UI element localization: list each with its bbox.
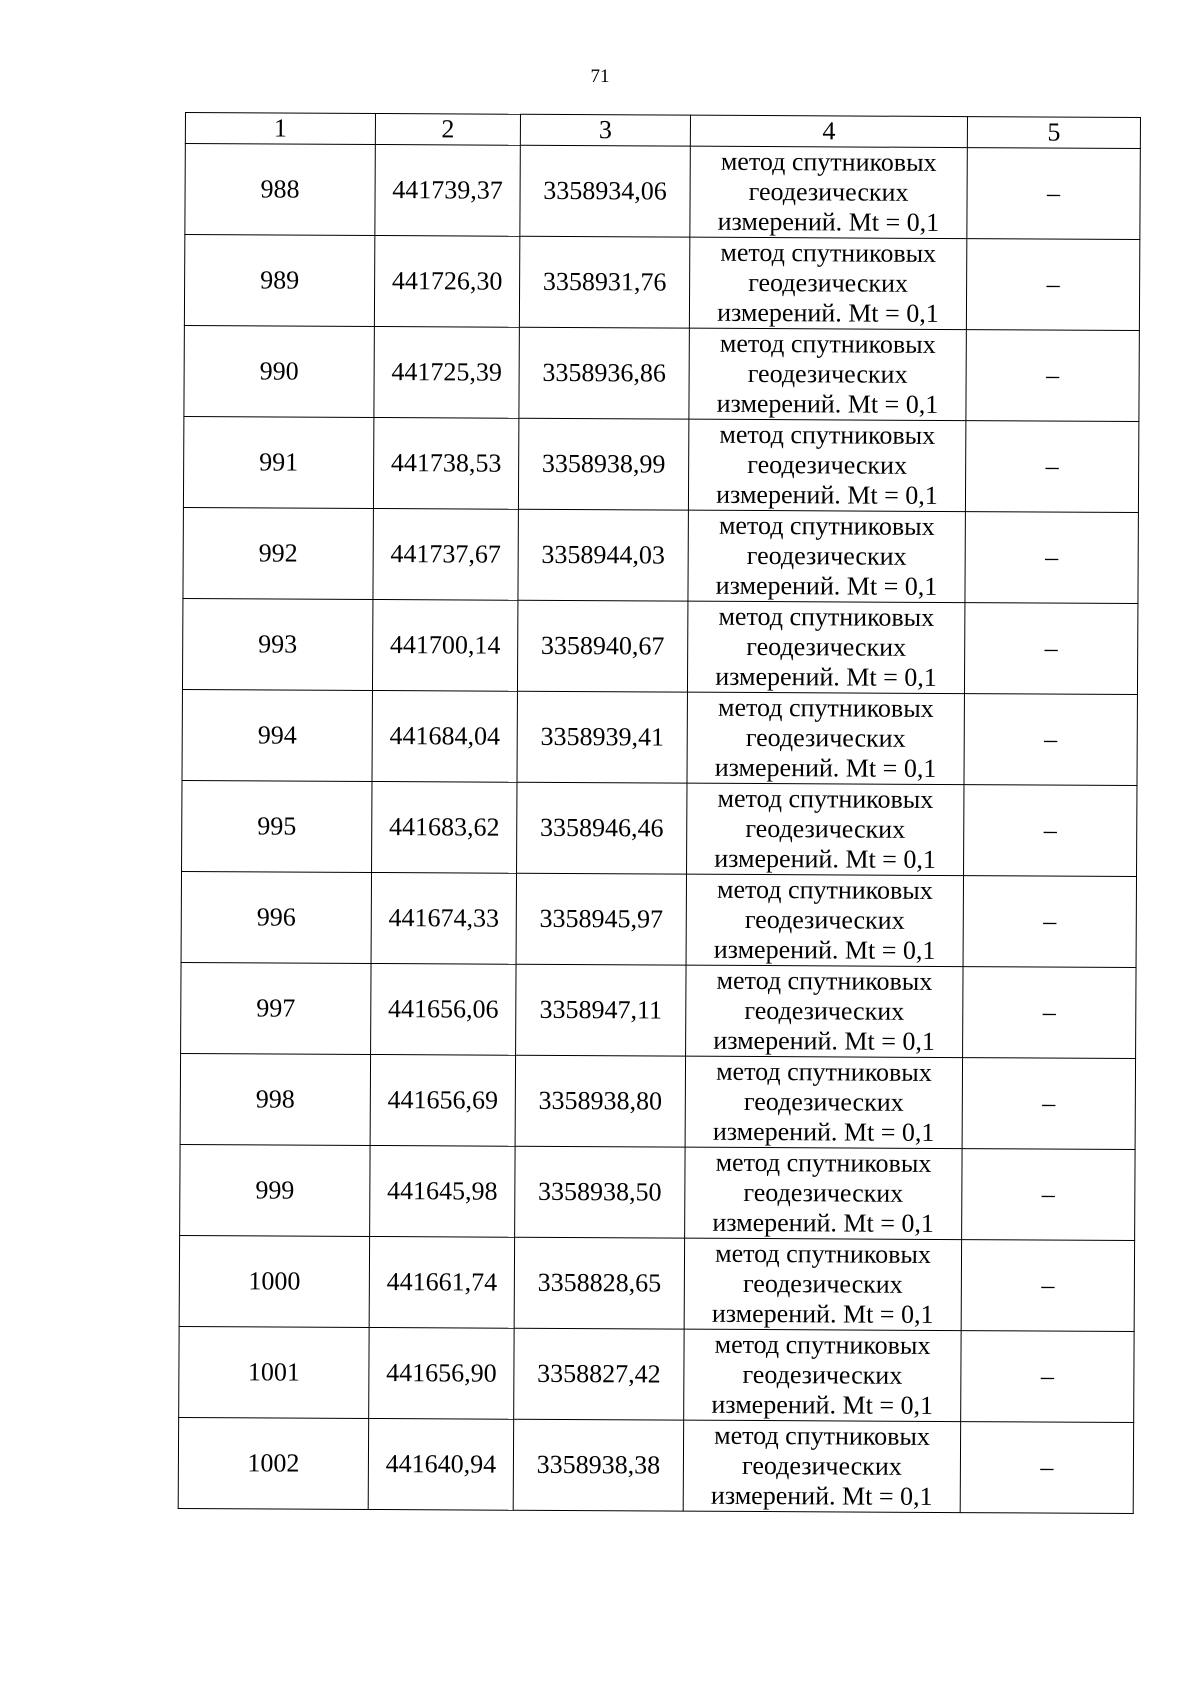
x-coordinate-cell: 441656,69 bbox=[370, 1054, 515, 1146]
note-cell: – bbox=[964, 694, 1137, 786]
x-coordinate-cell: 441640,94 bbox=[368, 1418, 513, 1510]
method-text-line: геодезических bbox=[742, 1268, 903, 1299]
x-coordinate-cell: 441726,30 bbox=[374, 235, 519, 327]
method-text-line: геодезических bbox=[743, 1177, 904, 1208]
method-text-line: измерений. Mt = 0,1 bbox=[716, 388, 939, 419]
method-cell bbox=[685, 1056, 962, 1148]
x-coordinate-cell: 441661,74 bbox=[369, 1236, 514, 1328]
table-row bbox=[178, 1417, 1133, 1513]
method-text-line: геодезических bbox=[743, 1086, 904, 1117]
table-row bbox=[184, 325, 1139, 421]
x-coordinate-cell: 441737,67 bbox=[373, 508, 518, 600]
note-cell: – bbox=[964, 603, 1137, 695]
note-cell: – bbox=[966, 239, 1139, 331]
table-body bbox=[178, 144, 1140, 1514]
method-text-line: измерений. Mt = 0,1 bbox=[712, 1207, 935, 1238]
method-text-line: геодезических bbox=[747, 449, 908, 480]
point-number-cell: 994 bbox=[182, 689, 372, 781]
method-text-line: метод спутниковых bbox=[716, 965, 933, 996]
method-text-line: геодезических bbox=[746, 540, 907, 571]
method-text-line: геодезических bbox=[745, 722, 906, 753]
method-cell bbox=[689, 237, 966, 329]
y-coordinate-cell: 3358828,65 bbox=[514, 1237, 684, 1329]
method-cell bbox=[684, 1329, 961, 1421]
y-coordinate-cell: 3358944,03 bbox=[518, 509, 688, 601]
method-cell bbox=[686, 874, 963, 966]
note-cell: – bbox=[961, 1240, 1134, 1332]
point-number-cell: 990 bbox=[184, 325, 374, 417]
method-text-line: метод спутниковых bbox=[715, 1147, 932, 1178]
note-cell: – bbox=[963, 967, 1136, 1059]
point-number-cell: 997 bbox=[181, 962, 371, 1054]
note-cell: – bbox=[962, 1058, 1135, 1150]
table-row bbox=[181, 962, 1136, 1058]
table-row bbox=[183, 507, 1138, 603]
method-text-line: геодезических bbox=[745, 813, 906, 844]
point-number-cell: 993 bbox=[182, 598, 372, 690]
point-number-cell: 989 bbox=[184, 235, 374, 327]
x-coordinate-cell: 441683,62 bbox=[372, 781, 517, 873]
method-text-line: измерений. Mt = 0,1 bbox=[713, 1025, 936, 1056]
method-text-line: геодезических bbox=[748, 267, 909, 298]
method-text-line: геодезических bbox=[746, 631, 907, 662]
note-cell: – bbox=[965, 421, 1138, 513]
method-text-line: метод спутниковых bbox=[720, 237, 937, 268]
method-text-line: измерений. Mt = 0,1 bbox=[714, 843, 936, 874]
method-text-line: измерений. Mt = 0,1 bbox=[716, 479, 938, 510]
point-number-cell: 996 bbox=[181, 871, 371, 963]
method-cell bbox=[690, 146, 967, 238]
method-text-line: геодезических bbox=[747, 358, 908, 389]
note-cell: – bbox=[961, 1331, 1134, 1423]
y-coordinate-cell: 3358938,99 bbox=[518, 418, 688, 510]
column-header: 2 bbox=[375, 113, 520, 145]
method-text-line: геодезических bbox=[748, 176, 909, 207]
method-text-line: метод спутниковых bbox=[718, 510, 935, 541]
point-number-cell: 991 bbox=[183, 416, 373, 508]
method-text-line: измерений. Mt = 0,1 bbox=[711, 1298, 934, 1329]
method-cell bbox=[689, 328, 966, 420]
method-text-line: метод спутниковых bbox=[719, 328, 936, 359]
note-cell: – bbox=[963, 876, 1136, 968]
y-coordinate-cell: 3358936,86 bbox=[519, 327, 689, 419]
y-coordinate-cell: 3358934,06 bbox=[520, 145, 690, 237]
method-text-line: измерений. Mt = 0,1 bbox=[711, 1389, 934, 1420]
x-coordinate-cell: 441739,37 bbox=[375, 144, 520, 236]
x-coordinate-cell: 441725,39 bbox=[374, 326, 519, 418]
point-number-cell: 998 bbox=[180, 1053, 370, 1145]
method-text-line: метод спутниковых bbox=[718, 601, 935, 632]
table-row bbox=[180, 1144, 1135, 1240]
column-header: 4 bbox=[690, 115, 967, 147]
coordinates-table bbox=[178, 112, 1141, 1514]
method-text-line: измерений. Mt = 0,1 bbox=[717, 206, 940, 237]
y-coordinate-cell: 3358940,67 bbox=[517, 600, 687, 692]
method-text-line: метод спутниковых bbox=[714, 1420, 930, 1451]
method-text-line: измерений. Mt = 0,1 bbox=[714, 752, 937, 783]
note-cell: – bbox=[960, 1422, 1133, 1514]
x-coordinate-cell: 441645,98 bbox=[370, 1145, 515, 1237]
note-cell: – bbox=[964, 785, 1137, 877]
table-row bbox=[179, 1326, 1134, 1422]
x-coordinate-cell: 441684,04 bbox=[372, 690, 517, 782]
method-text-line: измерений. Mt = 0,1 bbox=[717, 297, 939, 328]
note-cell: – bbox=[967, 148, 1140, 240]
table-row bbox=[182, 689, 1137, 785]
method-cell bbox=[684, 1238, 961, 1330]
y-coordinate-cell: 3358938,50 bbox=[515, 1146, 685, 1238]
x-coordinate-cell: 441674,33 bbox=[371, 872, 516, 964]
method-text-line: геодезических bbox=[744, 904, 905, 935]
method-text-line: измерений. Mt = 0,1 bbox=[712, 1116, 935, 1147]
x-coordinate-cell: 441738,53 bbox=[373, 417, 518, 509]
point-number-cell: 995 bbox=[182, 780, 372, 872]
point-number-cell: 999 bbox=[180, 1144, 370, 1236]
method-text-line: метод спутниковых bbox=[715, 1238, 931, 1269]
table-header-row bbox=[185, 113, 1140, 149]
method-text-line: измерений. Mt = 0,1 bbox=[710, 1480, 933, 1511]
table-row bbox=[182, 598, 1137, 694]
point-number-cell: 1000 bbox=[179, 1235, 369, 1327]
y-coordinate-cell: 3358938,38 bbox=[513, 1419, 683, 1511]
method-cell bbox=[683, 1420, 960, 1512]
method-cell bbox=[687, 601, 964, 693]
x-coordinate-cell: 441656,06 bbox=[371, 963, 516, 1055]
y-coordinate-cell: 3358931,76 bbox=[519, 236, 689, 328]
method-text-line: метод спутниковых bbox=[720, 146, 937, 177]
table-row bbox=[184, 235, 1139, 331]
note-cell: – bbox=[962, 1149, 1135, 1241]
method-text-line: геодезических bbox=[742, 1359, 903, 1390]
y-coordinate-cell: 3358945,97 bbox=[516, 873, 686, 965]
method-cell bbox=[688, 510, 965, 602]
table-row bbox=[182, 780, 1137, 876]
method-text-line: метод спутниковых bbox=[717, 874, 933, 905]
point-number-cell: 1001 bbox=[179, 1326, 369, 1418]
column-header: 1 bbox=[185, 113, 375, 145]
method-cell bbox=[685, 1147, 962, 1239]
method-text-line: геодезических bbox=[741, 1450, 902, 1481]
table-row bbox=[185, 144, 1140, 240]
point-number-cell: 988 bbox=[185, 144, 375, 236]
method-text-line: метод спутниковых bbox=[717, 783, 934, 814]
method-text-line: метод спутниковых bbox=[716, 1056, 932, 1087]
y-coordinate-cell: 3358827,42 bbox=[514, 1328, 684, 1420]
method-cell bbox=[687, 692, 964, 784]
method-text-line: геодезических bbox=[744, 995, 905, 1026]
method-text-line: измерений. Mt = 0,1 bbox=[715, 570, 938, 601]
method-cell bbox=[687, 783, 964, 875]
method-cell bbox=[688, 419, 965, 511]
point-number-cell: 992 bbox=[183, 507, 373, 599]
x-coordinate-cell: 441700,14 bbox=[372, 599, 517, 691]
column-header: 3 bbox=[520, 114, 690, 146]
method-text-line: измерений. Mt = 0,1 bbox=[715, 661, 937, 692]
table-row bbox=[180, 1053, 1135, 1149]
y-coordinate-cell: 3358938,80 bbox=[515, 1055, 685, 1147]
method-text-line: метод спутниковых bbox=[719, 419, 936, 450]
table-row bbox=[183, 416, 1138, 512]
note-cell: – bbox=[966, 330, 1139, 422]
x-coordinate-cell: 441656,90 bbox=[369, 1327, 514, 1419]
method-cell bbox=[686, 965, 963, 1057]
method-text-line: метод спутниковых bbox=[714, 1329, 931, 1360]
y-coordinate-cell: 3358939,41 bbox=[517, 691, 687, 783]
method-text-line: измерений. Mt = 0,1 bbox=[713, 934, 936, 965]
column-header: 5 bbox=[967, 117, 1140, 149]
y-coordinate-cell: 3358946,46 bbox=[517, 782, 687, 874]
page-number: 71 bbox=[590, 66, 610, 87]
y-coordinate-cell: 3358947,11 bbox=[516, 964, 686, 1056]
table-row bbox=[179, 1235, 1134, 1331]
table-row bbox=[181, 871, 1136, 967]
method-text-line: метод спутниковых bbox=[717, 692, 934, 723]
point-number-cell: 1002 bbox=[178, 1417, 368, 1509]
note-cell: – bbox=[965, 512, 1138, 604]
